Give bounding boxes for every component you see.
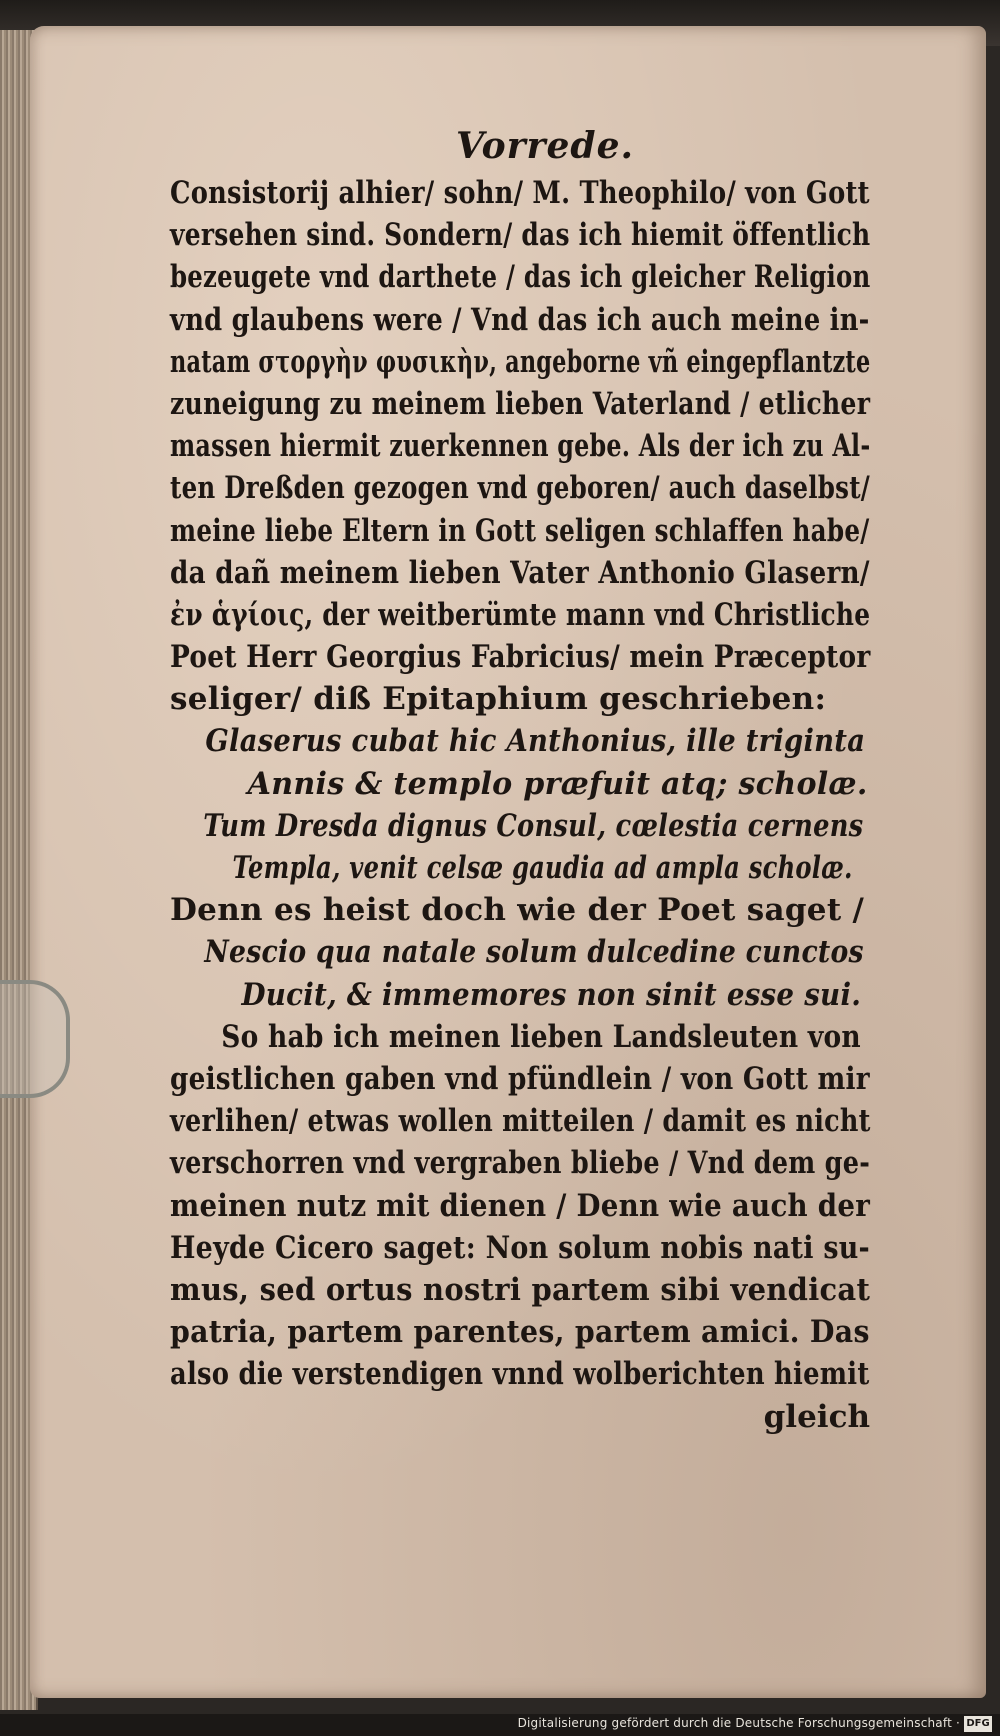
- text-line: meine liebe Eltern in Gott seligen schlaffen habe/: [170, 512, 870, 549]
- text-line: Denn es heist doch wie der Poet saget /: [170, 892, 865, 929]
- text-line: natam στοργὴν φυσικὴν, angeborne vñ eingepflantzte: [170, 343, 871, 380]
- text-line: bezeugete vnd darthete / das ich gleicher Religion: [170, 259, 871, 296]
- text-line: verschorren vnd vergraben bliebe / Vnd dem ge-: [170, 1145, 871, 1182]
- text-line: da dañ meinem lieben Vater Anthonio Glasern/: [170, 554, 870, 591]
- text-line: Tum Dresda dignus Consul, cœlestia cernens: [203, 807, 864, 844]
- text-line: Heyde Cicero saget: Non solum nobis nati su-: [170, 1229, 870, 1266]
- page-text-block: [170, 120, 960, 1435]
- text-line: Annis & templo præfuit atq; scholæ.: [247, 765, 868, 802]
- text-line: zuneigung zu meinem lieben Vaterland / etlicher: [170, 385, 871, 422]
- text-line: also die verstendigen vnnd wolberichten hiemit: [170, 1356, 870, 1393]
- catchword: gleich: [763, 1398, 870, 1435]
- digitization-credit: Digitalisierung gefördert durch die Deutsche Forschungsgemeinschaft ·: [517, 1716, 960, 1730]
- running-head: Vorrede.: [455, 125, 635, 167]
- dfg-logo: DFG: [964, 1716, 992, 1732]
- text-line: Poet Herr Georgius Fabricius/ mein Præceptor: [170, 639, 871, 676]
- text-line: ten Dreßden gezogen vnd geboren/ auch daselbst/: [170, 470, 870, 507]
- text-line: seliger/ diß Epitaphium geschrieben:: [170, 681, 827, 718]
- text-line: So hab ich meinen lieben Landsleuten von: [221, 1018, 861, 1055]
- text-line: mus, sed ortus nostri partem sibi vendicat: [170, 1271, 871, 1308]
- text-line: Consistorij alhier/ sohn/ M. Theophilo/ von Gott: [170, 175, 870, 211]
- text-line: geistlichen gaben vnd pfündlein / von Gott mir: [170, 1060, 870, 1097]
- text-line: vnd glaubens were / Vnd das ich auch meine in-: [170, 301, 870, 338]
- text-lines: [170, 172, 960, 1395]
- text-line: Ducit, & immemores non sinit esse sui.: [241, 976, 862, 1013]
- text-line: Templa, venit celsæ gaudia ad ampla scholæ.: [232, 850, 853, 886]
- text-line: meinen nutz mit dienen / Denn wie auch der: [170, 1187, 871, 1224]
- text-line: Nescio qua natale solum dulcedine cunctos: [204, 934, 864, 971]
- text-line: Glaserus cubat hic Anthonius, ille triginta: [205, 723, 866, 760]
- page-holder-clip: [0, 980, 70, 1098]
- text-line: massen hiermit zuerkennen gebe. Als der ich zu Al-: [170, 428, 871, 465]
- text-line: versehen sind. Sondern/ das ich hiemit öffentlich: [170, 217, 871, 254]
- text-line: verlihen/ etwas wollen mitteilen / damit es nicht: [170, 1103, 871, 1140]
- text-line: ἐν ἁγίοις, der weitberümte mann vnd Christliche: [170, 596, 871, 633]
- text-line: patria, partem parentes, partem amici. Das: [170, 1314, 870, 1351]
